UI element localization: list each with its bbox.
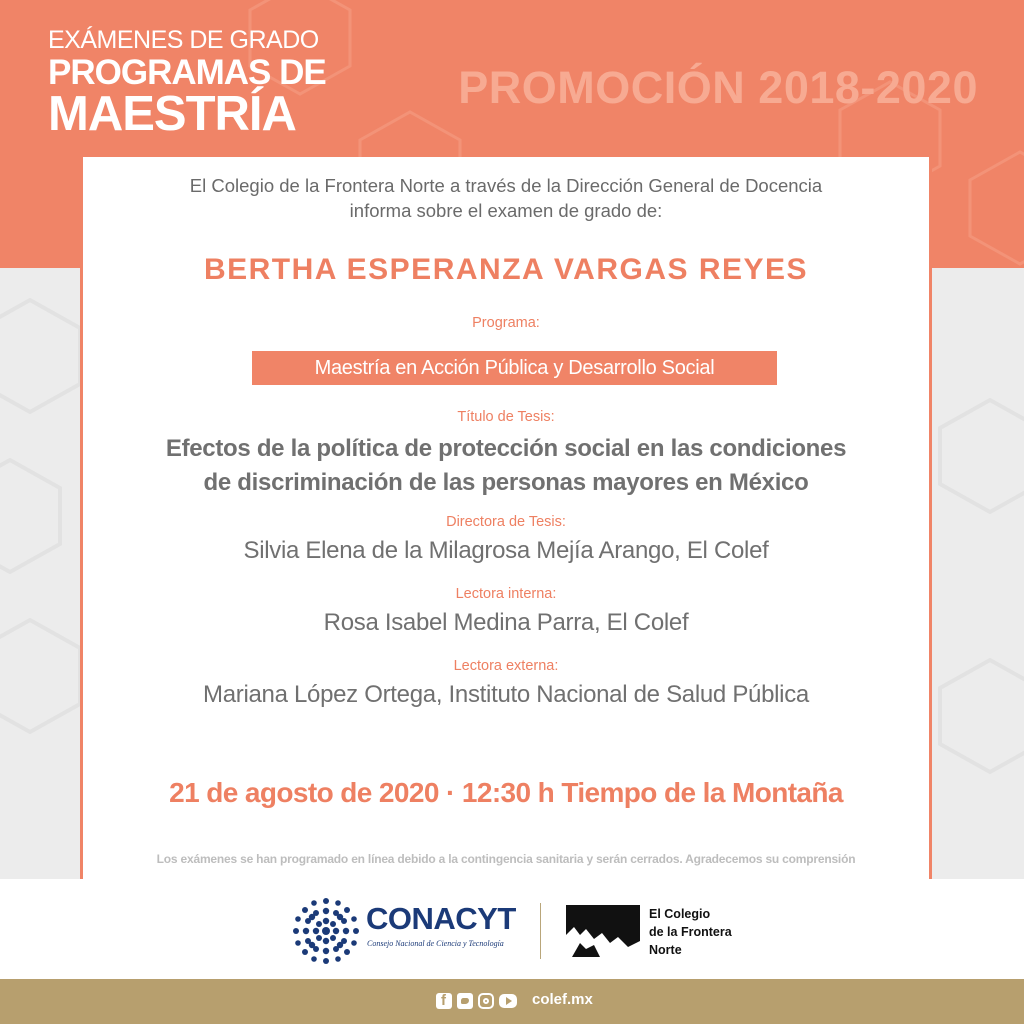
internal-reader-value: Rosa Isabel Medina Parra, El Colef — [323, 609, 689, 636]
conacyt-name: CONACYT — [366, 901, 516, 936]
thesis-label: Título de Tesis: — [457, 409, 555, 425]
exam-date-time: 21 de agosto de 2020 · 12:30 h Tiempo de la Montaña — [169, 777, 843, 808]
facebook-icon[interactable] — [436, 993, 452, 1009]
external-reader-label: Lectora externa: — [453, 658, 559, 674]
youtube-icon[interactable] — [499, 994, 517, 1008]
instagram-icon[interactable] — [478, 993, 494, 1009]
intro-line-1: El Colegio de la Frontera Norte a través de la Dirección General de Docencia — [189, 175, 823, 196]
colef-name-line-3: Norte — [649, 943, 682, 957]
conacyt-subtitle: Consejo Nacional de Ciencia y Tecnología — [367, 939, 504, 948]
promotion-label: PROMOCIÓN 2018-2020 — [458, 62, 978, 113]
colef-name — [649, 905, 749, 959]
social-icons — [436, 993, 517, 1009]
logo-divider — [540, 903, 541, 959]
exam-info-card — [80, 157, 932, 879]
conacyt-logo-icon — [292, 897, 360, 965]
header-line-3: MAESTRÍA — [48, 87, 296, 141]
program-label: Programa: — [472, 315, 540, 331]
social-footer — [0, 979, 1024, 1024]
thesis-title — [103, 432, 909, 500]
header-line-1: EXÁMENES DE GRADO — [48, 26, 319, 54]
thesis-line-1: Efectos de la política de protección social en las condiciones — [165, 435, 847, 462]
internal-reader-label: Lectora interna: — [455, 586, 557, 602]
colef-name-line-1: El Colegio — [649, 907, 711, 921]
intro-line-2: informa sobre el examen de grado de: — [349, 200, 663, 221]
header-line-2: PROGRAMAS DE — [48, 53, 326, 92]
external-reader-value: Mariana López Ortega, Instituto Nacional de Salud Pública — [203, 681, 809, 708]
twitter-icon[interactable] — [457, 993, 473, 1009]
director-label: Directora de Tesis: — [446, 514, 566, 530]
director-value: Silvia Elena de la Milagrosa Mejía Arango, El Colef — [243, 537, 769, 564]
program-value: Maestría en Acción Pública y Desarrollo Social — [252, 351, 777, 385]
colef-mountain-logo-icon — [566, 905, 640, 957]
colef-name-line-2: de la Frontera — [649, 925, 732, 939]
intro-text — [83, 173, 929, 223]
student-name: BERTHA ESPERANZA VARGAS REYES — [203, 253, 809, 286]
website-link[interactable]: colef.mx — [532, 991, 593, 1008]
online-notice: Los exámenes se han programado en línea debido a la contingencia sanitaria y serán cerrados. Agradecemos su comprensión — [156, 852, 856, 866]
logo-footer — [0, 879, 1024, 979]
thesis-line-2: de discriminación de las personas mayores en México — [203, 469, 809, 496]
header-title-block — [48, 28, 326, 139]
